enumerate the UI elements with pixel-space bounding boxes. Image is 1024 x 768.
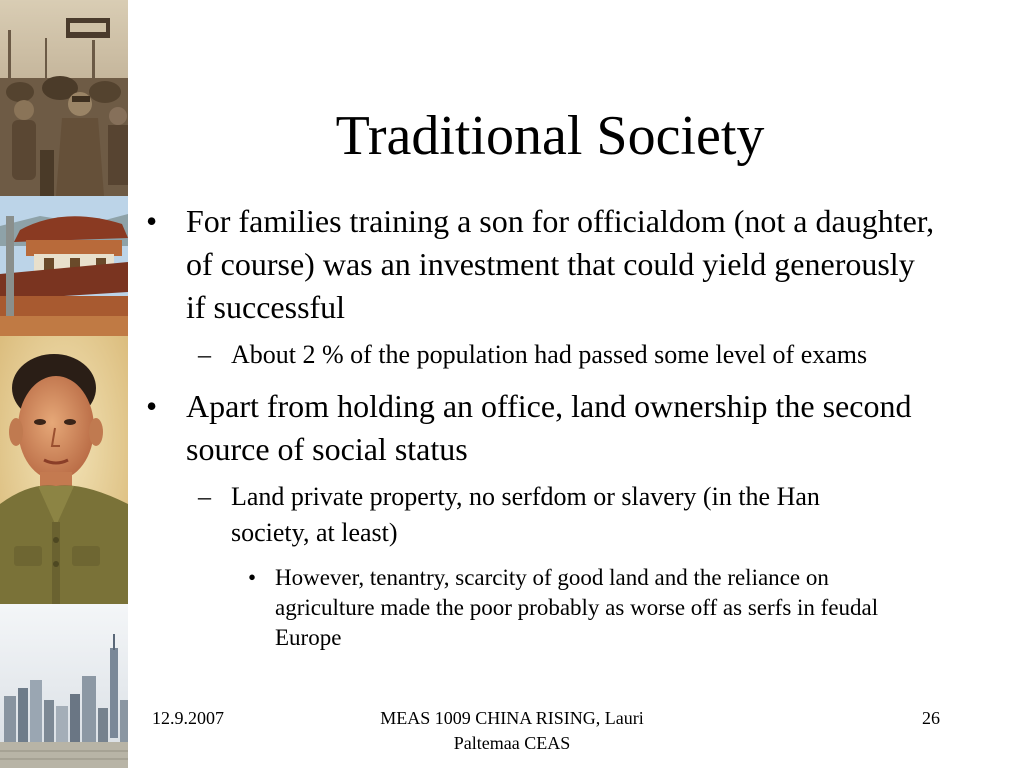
sub-bullet-item xyxy=(140,479,881,551)
dash-icon: – xyxy=(198,340,211,369)
protest-march-photo xyxy=(0,0,128,196)
footer-date: 12.9.2007 xyxy=(152,708,224,728)
city-skyline-photo xyxy=(0,604,128,768)
bullet-dot-icon: • xyxy=(146,388,158,424)
footer-course: MEAS 1009 CHINA RISING, Lauri Paltemaa CEAS xyxy=(380,708,644,753)
temple-roof-photo xyxy=(0,196,128,336)
photo-strip xyxy=(0,0,128,768)
slide-body xyxy=(140,200,940,653)
bullet-item xyxy=(140,200,940,329)
slide-title: Traditional Society xyxy=(335,105,765,167)
sub-bullet-text: Land private property, no serfdom or slavery (in the Han society, at least) xyxy=(231,482,820,547)
sub-bullet-item xyxy=(140,337,881,373)
portrait-photo xyxy=(0,336,128,604)
sub-sub-bullet-item xyxy=(140,563,925,653)
bullet-dot-icon: • xyxy=(248,565,257,590)
sub-bullet-text: About 2 % of the population had passed some level of exams xyxy=(231,340,868,369)
bullet-dot-icon: • xyxy=(146,203,158,239)
dash-icon: – xyxy=(198,482,211,511)
bullet-text: For families training a son for officialdom (not a daughter, of course) was an investment that could yield generously if successful xyxy=(186,203,935,325)
sub-sub-bullet-text: However, tenantry, scarcity of good land and the reliance on agriculture made the poor probably as worse off as serfs in feudal Europe xyxy=(275,565,879,650)
slide-number: 26 xyxy=(922,708,940,728)
bullet-text: Apart from holding an office, land ownership the second source of social status xyxy=(186,388,912,467)
bullet-item xyxy=(140,385,940,471)
